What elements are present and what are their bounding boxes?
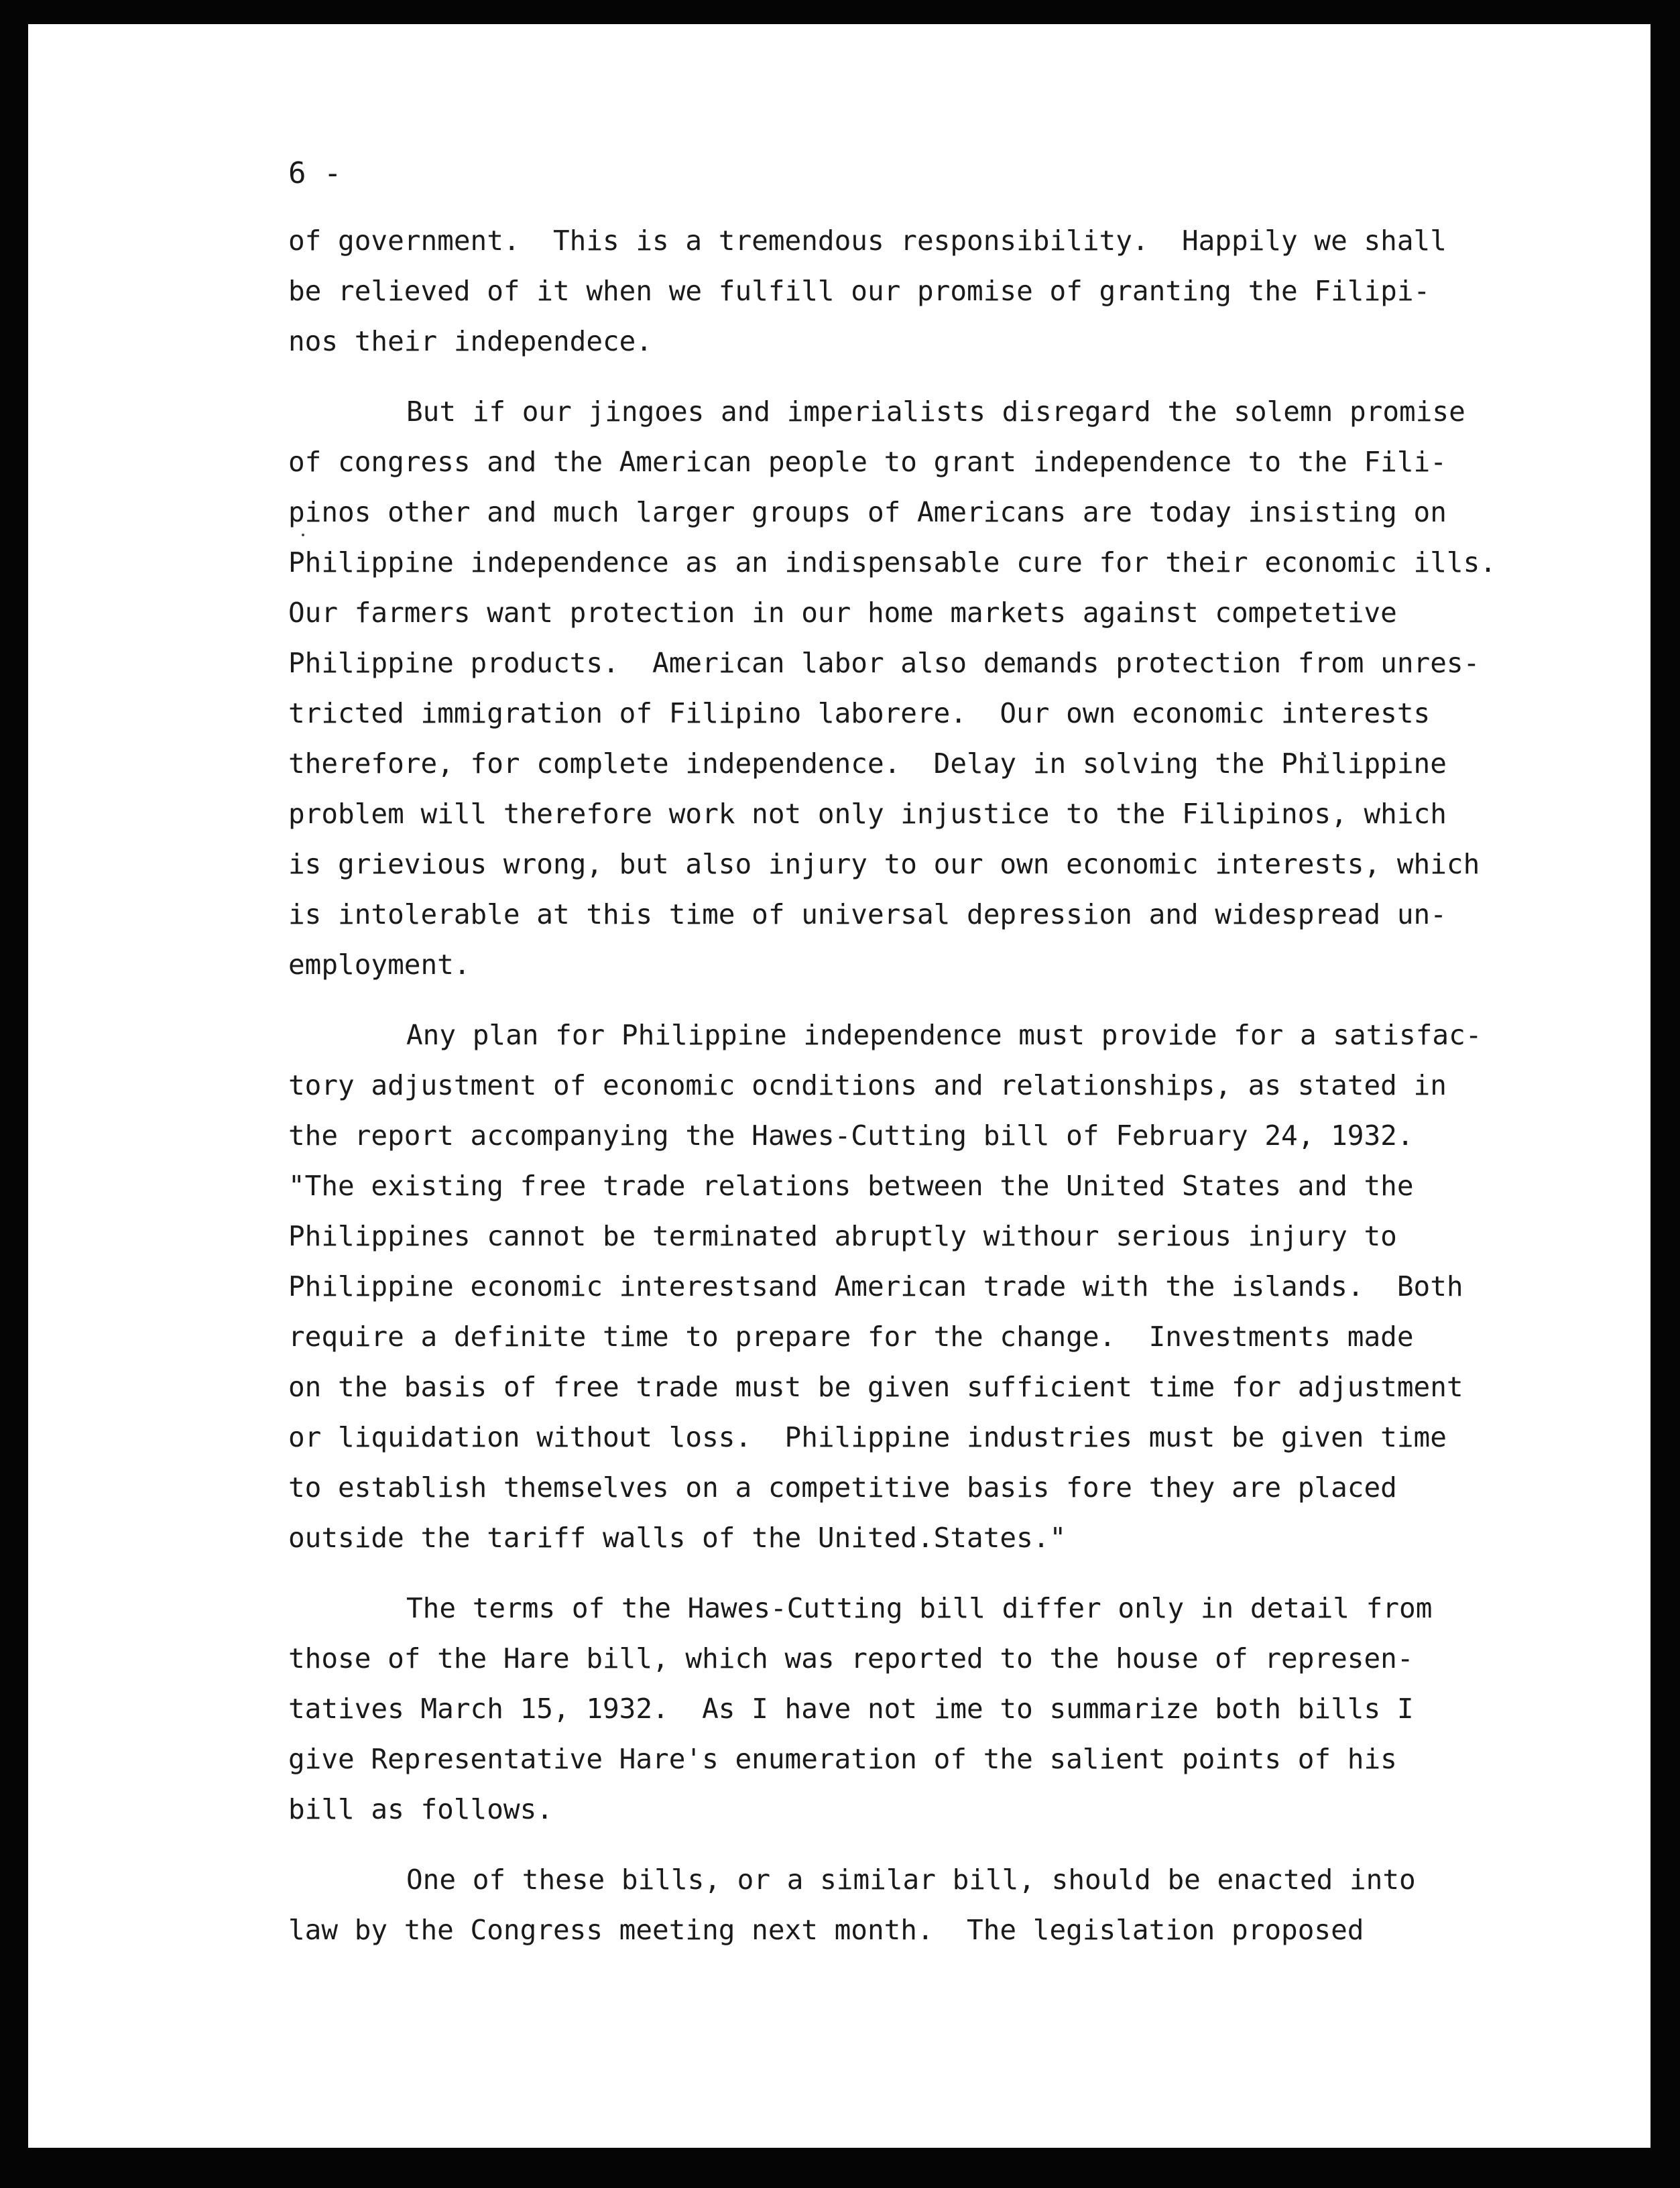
text-line: to establish themselves on a competitive basis fore they are placed: [288, 1471, 1397, 1504]
text-line: be relieved of it when we fulfill our promise of granting the Filipi-: [288, 275, 1431, 307]
text-line: Philippines cannot be terminated abruptly withour serious injury to: [288, 1220, 1397, 1252]
text-line: One of these bills, or a similar bill, should be enacted into: [406, 1864, 1416, 1896]
text-line: bill as follows.: [288, 1793, 553, 1825]
text-line: tricted immigration of Filipino laborere. Our own economic interests: [288, 697, 1431, 729]
paragraph-4: [288, 1583, 1562, 1835]
typed-text-body: [288, 149, 1562, 1976]
text-line: tory adjustment of economic ocnditions and relationships, as stated in: [288, 1069, 1447, 1101]
text-line: nos their independece.: [288, 325, 653, 357]
paragraph-1: [288, 216, 1562, 367]
text-line: of government. This is a tremendous responsibility. Happily we shall: [288, 225, 1447, 257]
text-line: Any plan for Philippine independence must provide for a satisfac-: [406, 1019, 1482, 1051]
text-line: But if our jingoes and imperialists disregard the solemn promise: [406, 396, 1465, 428]
text-line: or liquidation without loss. Philippine industries must be given time: [288, 1421, 1447, 1453]
paragraph-2: [288, 387, 1562, 990]
text-line: those of the Hare bill, which was reported to the house of represen-: [288, 1642, 1414, 1675]
text-line: the report accompanying the Hawes-Cutting bill of February 24, 1932.: [288, 1119, 1414, 1152]
page-number: 6 -: [288, 156, 342, 190]
text-line: Philippine independence as an indispensable cure for their economic ills.: [288, 546, 1496, 579]
text-line: therefore, for complete independence. Delay in solving the Philippine: [288, 747, 1447, 780]
text-line: is grievious wrong, but also injury to our own economic interests, which: [288, 848, 1480, 880]
text-line: Philippine products. American labor also demands protection from unres-: [288, 647, 1480, 679]
text-line: "The existing free trade relations between the United States and the: [288, 1170, 1414, 1202]
text-line: law by the Congress meeting next month. The legislation proposed: [288, 1914, 1364, 1946]
text-line: require a definite time to prepare for the change. Investments made: [288, 1321, 1414, 1353]
text-line: pinos other and much larger groups of Americans are today insisting on: [288, 496, 1447, 528]
text-line: employment.: [288, 949, 471, 981]
paragraph-3: [288, 1010, 1562, 1563]
text-line: Our farmers want protection in our home markets against competetive: [288, 597, 1397, 629]
text-line: outside the tariff walls of the United.States.": [288, 1522, 1067, 1554]
text-line: Philippine economic interestsand American trade with the islands. Both: [288, 1270, 1463, 1302]
text-line: The terms of the Hawes-Cutting bill differ only in detail from: [406, 1592, 1433, 1624]
text-line: give Representative Hare's enumeration of the salient points of his: [288, 1743, 1397, 1775]
text-line: of congress and the American people to grant independence to the Fili-: [288, 446, 1447, 478]
text-line: is intolerable at this time of universal depression and widespread un-: [288, 898, 1447, 930]
text-line: problem will therefore work not only injustice to the Filipinos, which: [288, 798, 1447, 830]
paragraph-5: [288, 1855, 1562, 1955]
text-line: tatives March 15, 1932. As I have not ime to summarize both bills I: [288, 1693, 1414, 1725]
text-line: on the basis of free trade must be given sufficient time for adjustment: [288, 1371, 1463, 1403]
